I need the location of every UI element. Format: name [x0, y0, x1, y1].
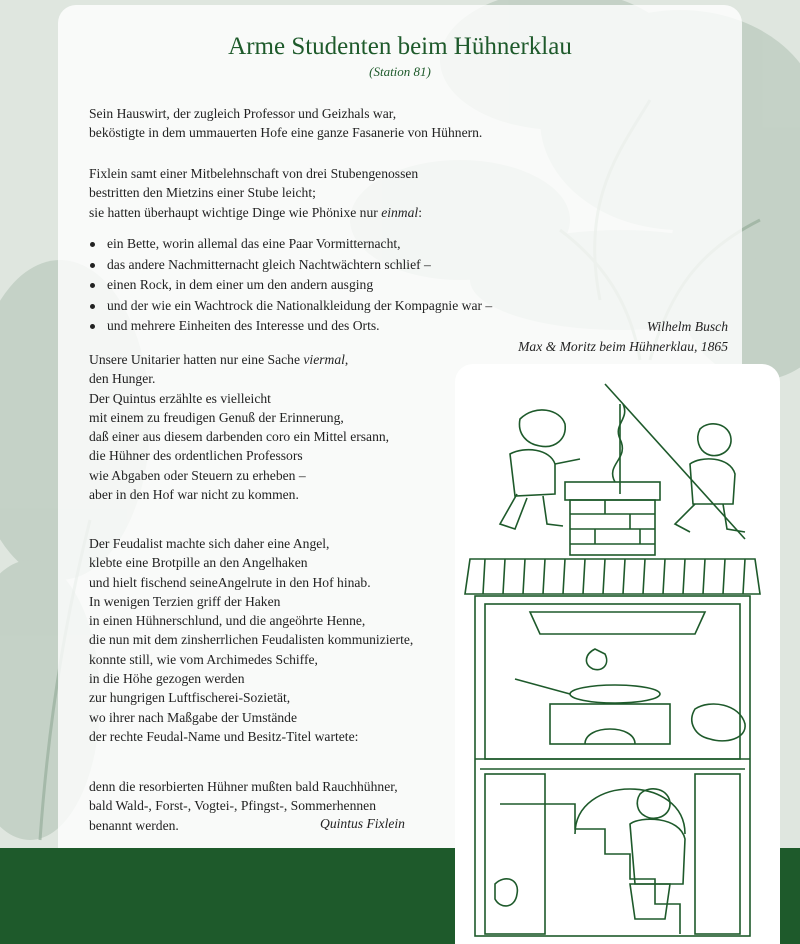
list-item-text: und der wie ein Wachtrock die Nationalkleidung der Kompagnie war – [107, 297, 493, 313]
page-title: Arme Studenten beim Hühnerklau [228, 33, 572, 60]
paragraph-4 [89, 534, 413, 746]
text-line: Fixlein samt einer Mitbelehnschaft von drei Stubengenossen [89, 166, 419, 181]
text-line: denn die resorbierten Hühner mußten bald Rauchhühner, [89, 779, 398, 794]
bullet-icon [90, 304, 95, 309]
paragraph-3 [89, 350, 389, 504]
bullet-icon [90, 324, 95, 329]
text-line [89, 350, 389, 369]
list-item [89, 296, 492, 317]
text-span: Unsere Unitarier hatten nur eine Sache [89, 352, 304, 367]
text-line: In wenigen Terzien griff der Haken [89, 593, 281, 609]
text-line: aber in den Hof war nicht zu kommen. [89, 487, 299, 503]
list-item [89, 316, 492, 337]
text-line: wo ihrer nach Maßgabe der Umstände [89, 709, 297, 725]
text-line: die nun mit dem zinsherrlichen Feudalisten kommunizierte, [89, 632, 414, 648]
caption-author: Wilhelm Busch [646, 319, 728, 334]
text-line: die Hühner des ordentlichen Professors [89, 448, 303, 464]
text-line: bald Wald-, Forst-, Vogtei-, Pfingst-, Sommerhennen [89, 798, 376, 814]
paragraph-2 [89, 164, 422, 222]
list-item-text: einen Rock, in dem einer um den andern ausging [107, 277, 374, 293]
signature: Quintus Fixlein [320, 816, 405, 831]
text-line: beköstigte in dem ummauerten Hofe eine ganze Fasanerie von Hühnern. [89, 125, 483, 141]
list-item-text: das andere Nachmitternacht gleich Nachtwächtern schlief – [107, 256, 431, 272]
text-line: Sein Hauswirt, der zugleich Professor und Geizhals war, [89, 106, 397, 121]
text-line: in einen Hühnerschlund, und die angeöhrte Henne, [89, 613, 366, 629]
text-line: konnte still, wie vom Archimedes Schiffe, [89, 651, 318, 667]
list-item [89, 234, 492, 255]
text-line: bestritten den Mietzins einer Stube leicht; [89, 185, 316, 201]
caption-work: Max & Moritz beim Hühnerklau, 1865 [518, 339, 728, 354]
illustration-caption [518, 317, 728, 357]
text-span: : [418, 204, 422, 220]
station-subtitle: (Station 81) [369, 64, 431, 79]
bullet-icon [90, 263, 95, 268]
text-line: daß einer aus diesem darbenden coro ein Mittel ersann, [89, 429, 390, 445]
text-line [89, 203, 422, 222]
list-item-text: und mehrere Einheiten des Interesse und des Orts. [107, 318, 380, 334]
text-line: Der Feudalist machte sich daher eine Angel, [89, 536, 330, 551]
text-line: und hielt fischend seineAngelrute in den Hof hinab. [89, 574, 371, 590]
text-line: mit einem zu freudigen Genuß der Erinnerung, [89, 409, 344, 425]
paragraph-1 [89, 104, 482, 143]
text-line: der rechte Feudal-Name und Besitz-Titel wartete: [89, 728, 359, 744]
text-span: , [344, 352, 349, 367]
emphasis-text: einmal [381, 204, 419, 220]
busch-illustration [455, 364, 780, 944]
emphasis-text: viermal [303, 352, 345, 367]
text-line: in die Höhe gezogen werden [89, 671, 245, 687]
text-line: benannt werden. [89, 817, 179, 833]
text-line: wie Abgaben oder Steuern zu erheben – [89, 467, 306, 483]
list-item-text: ein Bette, worin allemal das eine Paar Vormitternacht, [107, 236, 401, 251]
text-span: sie hatten überhaupt wichtige Dinge wie Phönixe nur [89, 204, 382, 220]
bullet-list [89, 234, 492, 337]
text-line: Der Quintus erzählte es vielleicht [89, 390, 271, 406]
bullet-icon [90, 283, 95, 288]
list-item [89, 275, 492, 296]
text-line: klebte eine Brotpille an den Angelhaken [89, 555, 308, 571]
bullet-icon [90, 242, 95, 247]
text-line: zur hungrigen Luftfischerei-Sozietät, [89, 690, 291, 706]
list-item [89, 255, 492, 276]
text-line: den Hunger. [89, 371, 156, 387]
illustration-drawing [455, 364, 780, 944]
